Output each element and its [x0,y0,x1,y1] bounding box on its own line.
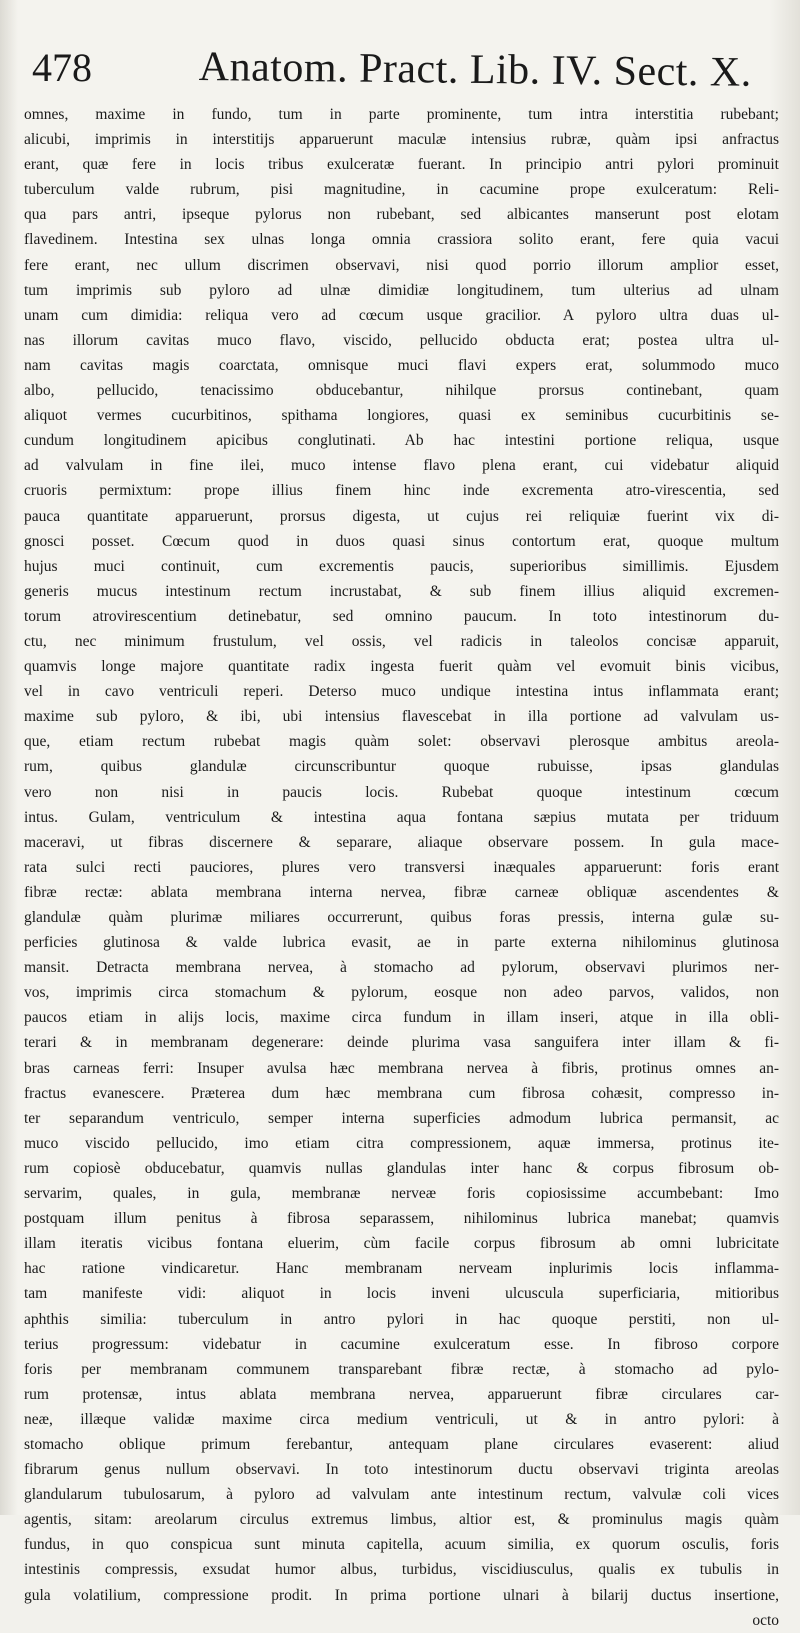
text-line: mansit. Detracta membrana nervea, à stomacho ad pylorum, observavi plurimos ner- [24,959,779,977]
text-line: rata sulci recti pauciores, plures vero transversi inæquales apparuerunt: foris erant [24,858,779,876]
text-line: perficies glutinosa & valde lubrica evasit, ae in parte externa nihilominus glutinosa [24,934,779,952]
text-line: illam iteratis vicibus fontana eluerim, cùm facile corpus fibrosum ab omni lubricitate [24,1235,779,1253]
page-number: 478 [32,45,92,90]
text-line: quamvis longe majore quantitate radix ingesta fuerit quàm vel evomuit binis vicibus, [24,658,779,676]
text-line: neæ, illæque validæ maxime circa medium ventriculi, ut & in antro pylori: à [24,1410,779,1428]
text-line: fundus, in quo conspicua sunt minuta capitella, acuum similia, ex quorum osculis, foris [24,1536,779,1554]
text-line: maceravi, ut fibras discernere & separare, aliaque observare possem. In gula mace- [24,833,779,851]
text-line: fere erant, nec ullum discrimen observavi, nisi quod porrio illorum amplior esset, [24,256,779,274]
text-line: erant, quæ fere in locis tribus exulceratæ fuerant. In principio antri pylori prominuit [24,156,779,174]
text-line: vero non nisi in paucis locis. Rubebat quoque intestinum cœcum [24,783,779,801]
text-line: gnosci posset. Cœcum quod in duos quasi sinus contortum erat, quoque multum [24,532,779,550]
text-line: ctu, nec minimum frustulum, vel ossis, vel radicis in taleolos concisæ apparuit, [24,632,779,650]
text-line: fibrarum genus nullum observavi. In toto intestinorum ductu observavi triginta areolas [24,1461,779,1479]
text-line: stomacho oblique primum ferebantur, antequam plane circulares evaserent: aliud [24,1435,779,1453]
text-line: postquam illum penitus à fibrosa separassem, nihilominus lubrica manebat; quamvis [24,1210,779,1228]
body-text [24,102,786,1633]
running-title: Anatom. Pract. Lib. IV. Sect. X. [198,44,752,96]
page-header [24,42,786,100]
text-line: hac ratione vindicaretur. Hanc membranam nerveam inplurimis locis inflamma- [24,1260,779,1278]
text-line: omnes, maxime in fundo, tum in parte prominente, tum intra interstitia rubebant; [24,106,779,123]
text-line: ad valvulam in fine ilei, muco intense flavo plena erant, cui videbatur aliquid [24,457,779,475]
text-line: generis mucus intestinum rectum incrustabat, & sub finem illius aliquid excremen- [24,582,779,600]
text-line: vos, imprimis circa stomachum & pylorum, eosque non adeo parvos, validos, non [24,984,779,1002]
text-line: rum, quibus glandulæ circunscribuntur quoque rubuisse, ipsas glandulas [24,758,779,776]
text-line: rum protensæ, intus ablata membrana nervea, apparuerunt fibræ circulares car- [24,1385,779,1403]
text-line: vel in cavo ventriculi reperi. Deterso muco undique intestina intus inflammata erant; [24,683,779,701]
text-line: paucos etiam in alijs locis, maxime circa fundum in illam inseri, atque in illa obli- [24,1009,779,1027]
text-line: glandulæ quàm plurimæ miliares occurrerunt, quibus foras pressis, interna gulæ su- [24,909,779,926]
catchword: octo [752,1611,779,1629]
text-line: aliquot vermes cucurbitinos, spithama longiores, quasi ex seminibus cucurbitinis se- [24,407,779,425]
text-line: qua pars antri, ipseque pylorus non rubebant, sed albicantes manserunt post elotam [24,206,779,224]
text-line: tum imprimis sub pyloro ad ulnæ dimidiæ longitudinem, tum ulterius ad ulnam [24,281,779,299]
text-line: nam cavitas magis coarctata, omnisque muci flavi expers erat, solummodo muco [24,356,779,374]
text-line: maxime sub pyloro, & ibi, ubi intensius flavescebat in illa portione ad valvulam us- [24,708,779,726]
text-line: muco viscido pellucido, imo etiam citra compressionem, aquæ immersa, protinus ite- [24,1134,779,1152]
text-line: cundum longitudinem apicibus conglutinati. Ab hac intestini portione reliqua, usque [24,432,779,450]
text-line: que, etiam rectum rubebat magis quàm solet: observavi plerosque ambitus areola- [24,733,779,751]
text-line: gula volatilium, compressione prodit. In prima portione ulnari à bilarij ductus insertione, [24,1586,779,1604]
text-line: ter separandum ventriculo, semper interna superficies admodum lubrica permansit, ac [24,1109,779,1127]
text-line: foris per membranam communem transparebant fibræ rectæ, à stomacho ad pylo- [24,1360,779,1378]
text-line: servarim, quales, in gula, membranæ nerveæ foris copiosissime accumbebant: Imo [24,1185,779,1203]
text-line: terari & in membranam degenerare: deinde plurima vasa sanguifera inter illam & fi- [24,1034,779,1052]
text-line: nas illorum cavitas muco flavo, viscido, pellucido obducta erat; postea ultra ul- [24,331,779,349]
text-line: alicubi, imprimis in interstitijs apparuerunt maculæ intensius rubræ, quàm ipsi anfractus [24,131,779,149]
text-line: rum copiosè obducebatur, quamvis nullas glandulas inter hanc & corpus fibrosum ob- [24,1159,779,1177]
text-line: albo, pellucido, tenacissimo obducebantur, nihilque prorsus continebant, quam [24,382,779,400]
text-line: flavedinem. Intestina sex ulnas longa omnia crassiora solito erant, fere quia vacui [24,231,779,249]
text-line: intus. Gulam, ventriculum & intestina aqua fontana sæpius mutata per triduum [24,808,779,826]
text-line: torum atrovirescentium detinebatur, sed omnino paucum. In toto intestinorum du- [24,607,779,625]
text-line: tam manifeste vidi: aliquot in locis inveni ulcuscula superficiaria, mitioribus [24,1285,779,1303]
text-line: glandularum tubulosarum, à pyloro ad valvulam ante intestinum rectum, valvulæ coli vices [24,1486,779,1504]
text-line: fractus evanescere. Præterea dum hæc membrana cum fibrosa cohæsit, compresso in- [24,1084,779,1102]
text-line: unam cum dimidia: reliqua vero ad cœcum usque gracilior. A pyloro ultra duas ul- [24,306,779,324]
text-line: fibræ rectæ: ablata membrana interna nervea, fibræ carneæ obliquæ ascendentes & [24,883,779,901]
text-line: agentis, sitam: areolarum circulus extremus limbus, altior est, & prominulus magis quàm [24,1511,779,1529]
text-line: hujus muci continuit, cum excrementis paucis, superioribus simillimis. Ejusdem [24,557,779,575]
text-line: aphthis similia: tuberculum in antro pylori in hac quoque perstiti, non ul- [24,1310,779,1328]
text-line: intestinis compressis, exsudat humor albus, turbidus, viscidiusculus, qualis ex tubulis in [24,1561,779,1579]
text-line: tuberculum valde rubrum, pisi magnitudine, in cacumine prope exulceratum: Reli- [24,181,779,199]
text-line: cruoris permixtum: prope illius finem hinc inde excrementa atro-virescentia, sed [24,482,779,500]
text-line: terius progressum: videbatur in cacumine exulceratum esse. In fibroso corpore [24,1335,779,1353]
text-line: bras carneas ferri: Insuper avulsa hæc membrana nervea à fibris, protinus omnes an- [24,1059,779,1077]
text-line: pauca quantitate apparuerunt, prorsus digesta, ut cujus rei reliquiæ fuerint vix di- [24,507,779,525]
